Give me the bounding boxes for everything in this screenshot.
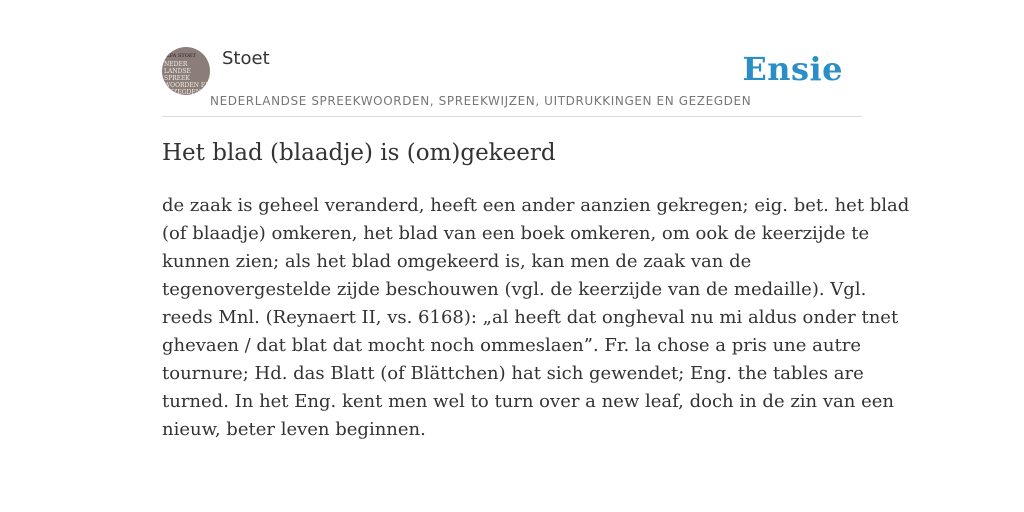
source-name-link[interactable]: Stoet (222, 48, 270, 69)
entry-body-line: reeds Mnl. (Reynaert II, vs. 6168): „al heeft dat ongheval nu mi aldus onder tnet (162, 307, 899, 328)
source-subtitle: NEDERLANDSE SPREEKWOORDEN, SPREEKWIJZEN, UITDRUKKINGEN EN GEZEGDEN (210, 94, 752, 108)
entry-body-line: tegenovergestelde zijde beschouwen (vgl. de keerzijde van de medaille). Vgl. (162, 279, 867, 300)
entry-body-line: kunnen zien; als het blad omgekeerd is, kan men de zaak van de (162, 251, 752, 272)
entry-body-line: (of blaadje) omkeren, het blad van een boek omkeren, om ook de keerzijde te (162, 223, 870, 244)
entry-body-line: tournure; Hd. das Blatt (of Blättchen) hat sich gewendet; Eng. the tables are (162, 363, 864, 384)
entry-title: Het blad (blaadje) is (om)gekeerd (162, 140, 556, 166)
avatar-top-text: KFA STOET (166, 53, 196, 59)
source-header (162, 46, 862, 117)
source-avatar[interactable] (162, 47, 210, 95)
entry-body (162, 192, 910, 444)
entry-body-line: ghevaen / dat blat dat mocht noch ommeslaen”. Fr. la chose a pris une autre (162, 335, 861, 356)
entry-body-line: nieuw, beter leven beginnen. (162, 419, 426, 440)
ensie-logo-link[interactable]: Ensie (742, 50, 843, 88)
avatar-cover-text: NEDER LANDSE SPREEK WOORDEN EN GEZEGDEN (164, 61, 210, 95)
entry-body-line: de zaak is geheel veranderd, heeft een ander aanzien gekregen; eig. bet. het blad (162, 195, 910, 216)
entry-body-line: turned. In het Eng. kent men wel to turn over a new leaf, doch in de zin van een (162, 391, 894, 412)
